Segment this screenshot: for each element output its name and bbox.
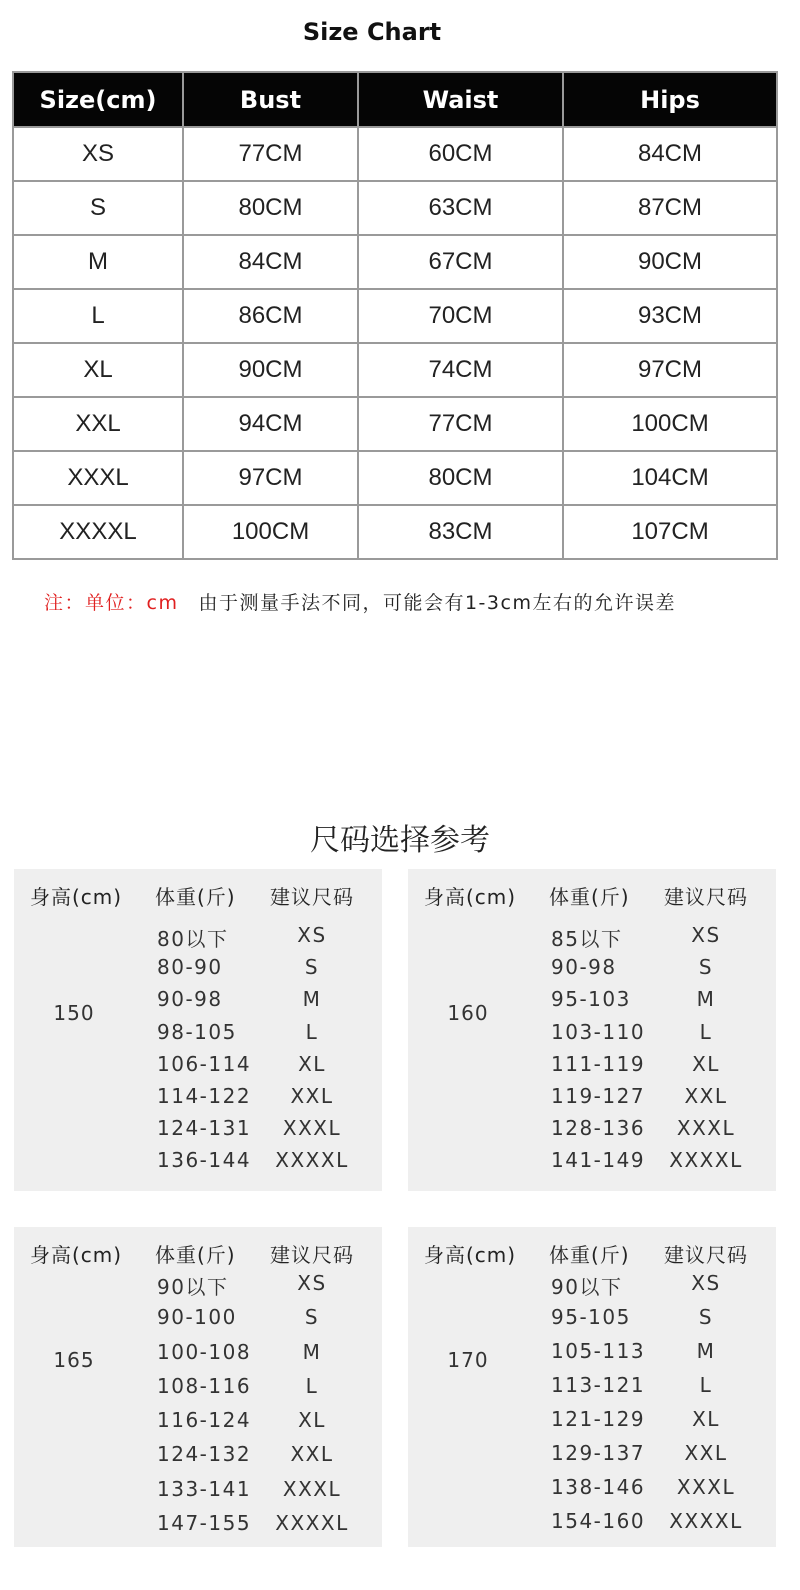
cell-hips: 100CM <box>563 397 777 451</box>
suggested-size: L <box>305 1019 319 1044</box>
suggested-size: XS <box>297 923 327 947</box>
list-item <box>14 951 382 983</box>
suggested-size: XXL <box>290 1083 334 1108</box>
cell-waist: 74CM <box>358 343 563 397</box>
suggested-size: XL <box>298 1408 326 1433</box>
weight-range: 154-160 <box>551 1509 646 1533</box>
suggested-size: XXXXL <box>669 1509 743 1533</box>
header-height: 身高(cm) <box>424 1243 517 1267</box>
list-item <box>14 919 382 951</box>
list-item <box>408 983 776 1015</box>
suggested-size: XL <box>692 1407 720 1431</box>
weight-range: 136-144 <box>157 1148 252 1173</box>
header-waist: Waist <box>358 72 563 127</box>
size-reference-panel <box>14 869 382 1191</box>
weight-range: 100-108 <box>157 1339 252 1364</box>
cell-waist: 60CM <box>358 127 563 181</box>
size-chart-table <box>12 71 778 560</box>
suggested-size: M <box>302 987 322 1012</box>
list-item <box>408 1403 776 1437</box>
height-value: 160 <box>447 1001 489 1025</box>
cell-hips: 93CM <box>563 289 777 343</box>
suggested-size: XXL <box>290 1442 334 1467</box>
list-item <box>408 1112 776 1144</box>
weight-range: 114-122 <box>157 1083 252 1108</box>
list-item <box>14 1301 382 1335</box>
suggested-size: XXXL <box>282 1116 342 1141</box>
weight-range: 98-105 <box>157 1019 237 1044</box>
header-weight: 体重(斤) <box>549 885 630 909</box>
cell-bust: 84CM <box>183 235 358 289</box>
weight-range: 138-146 <box>551 1475 646 1499</box>
cell-size: L <box>13 289 183 343</box>
list-item <box>408 1471 776 1505</box>
header-bust: Bust <box>183 72 358 127</box>
note-unit: 注：单位：cm <box>44 592 179 614</box>
cell-waist: 80CM <box>358 451 563 505</box>
list-item <box>408 1144 776 1176</box>
list-item <box>408 1335 776 1369</box>
cell-bust: 77CM <box>183 127 358 181</box>
list-item <box>14 1473 382 1507</box>
cell-hips: 97CM <box>563 343 777 397</box>
list-item <box>14 1112 382 1144</box>
suggested-size: L <box>699 1019 713 1044</box>
header-weight: 体重(斤) <box>549 1243 630 1267</box>
list-item <box>408 1369 776 1403</box>
size-reference-panel <box>14 1227 382 1547</box>
weight-range: 90-100 <box>157 1305 237 1330</box>
cell-bust: 97CM <box>183 451 358 505</box>
table-row <box>13 127 777 181</box>
suggested-size: L <box>699 1373 713 1397</box>
list-item <box>408 919 776 951</box>
cell-waist: 83CM <box>358 505 563 559</box>
suggested-size: M <box>696 1339 716 1363</box>
list-item <box>14 1438 382 1472</box>
cell-size: XXXXL <box>13 505 183 559</box>
suggested-size: XL <box>692 1051 720 1076</box>
table-row <box>13 181 777 235</box>
weight-range: 124-131 <box>157 1116 252 1141</box>
weight-range: 95-103 <box>551 987 631 1012</box>
weight-range: 141-149 <box>551 1148 646 1173</box>
note-text: 由于测量手法不同，可能会有1-3cm左右的允许误差 <box>198 592 676 614</box>
height-value: 165 <box>53 1348 95 1372</box>
list-item <box>408 951 776 983</box>
header-height: 身高(cm) <box>424 885 517 909</box>
cell-size: XS <box>13 127 183 181</box>
weight-range: 128-136 <box>551 1116 646 1141</box>
list-item <box>408 1016 776 1048</box>
list-item <box>14 1507 382 1541</box>
weight-range: 111-119 <box>551 1051 646 1076</box>
list-item <box>14 1080 382 1112</box>
cell-hips: 107CM <box>563 505 777 559</box>
weight-range: 95-105 <box>551 1305 631 1329</box>
header-suggested-size: 建议尺码 <box>270 1243 354 1267</box>
weight-range: 90-98 <box>157 987 223 1012</box>
cell-bust: 86CM <box>183 289 358 343</box>
suggested-size: S <box>304 955 320 980</box>
weight-range: 80以下 <box>157 927 229 951</box>
header-height: 身高(cm) <box>30 1243 123 1267</box>
suggested-size: XXXL <box>676 1116 736 1141</box>
cell-bust: 90CM <box>183 343 358 397</box>
table-row <box>13 397 777 451</box>
suggested-size: S <box>698 1305 714 1329</box>
cell-hips: 90CM <box>563 235 777 289</box>
header-suggested-size: 建议尺码 <box>664 885 748 909</box>
suggested-size: XXXL <box>282 1476 342 1501</box>
list-item <box>14 1404 382 1438</box>
suggested-size: XS <box>691 1271 721 1295</box>
suggested-size: M <box>302 1339 322 1364</box>
size-reference-panel <box>408 1227 776 1547</box>
suggested-size: S <box>698 955 714 980</box>
header-suggested-size: 建议尺码 <box>270 885 354 909</box>
weight-range: 105-113 <box>551 1339 646 1363</box>
weight-range: 106-114 <box>157 1051 252 1076</box>
weight-range: 90-98 <box>551 955 617 980</box>
weight-range: 133-141 <box>157 1476 252 1501</box>
suggested-size: XXL <box>684 1083 728 1108</box>
list-item <box>14 1016 382 1048</box>
list-item <box>408 1267 776 1301</box>
cell-hips: 87CM <box>563 181 777 235</box>
height-value: 170 <box>447 1348 489 1372</box>
suggested-size: XXXXL <box>275 1511 349 1536</box>
header-hips: Hips <box>563 72 777 127</box>
list-item <box>408 1080 776 1112</box>
weight-range: 108-116 <box>157 1373 252 1398</box>
height-value: 150 <box>53 1001 95 1025</box>
suggested-size: L <box>305 1373 319 1398</box>
cell-waist: 70CM <box>358 289 563 343</box>
cell-size: S <box>13 181 183 235</box>
weight-range: 129-137 <box>551 1441 646 1465</box>
cell-size: M <box>13 235 183 289</box>
cell-size: XL <box>13 343 183 397</box>
header-size: Size(cm) <box>13 72 183 127</box>
suggested-size: S <box>304 1305 320 1330</box>
list-item <box>14 1048 382 1080</box>
cell-waist: 77CM <box>358 397 563 451</box>
suggested-size: XXL <box>684 1441 728 1465</box>
weight-range: 116-124 <box>157 1408 252 1433</box>
list-item <box>408 1301 776 1335</box>
panel-header <box>14 869 382 917</box>
suggested-size: XXXXL <box>275 1148 349 1173</box>
suggested-size: XL <box>298 1051 326 1076</box>
list-item <box>408 1048 776 1080</box>
list-item <box>14 1267 382 1301</box>
list-item <box>408 1505 776 1539</box>
weight-range: 113-121 <box>551 1373 646 1397</box>
reference-title: 尺码选择参考 <box>310 823 490 858</box>
cell-size: XXXL <box>13 451 183 505</box>
header-suggested-size: 建议尺码 <box>664 1243 748 1267</box>
weight-range: 103-110 <box>551 1019 646 1044</box>
suggested-size: XXXXL <box>669 1148 743 1173</box>
cell-hips: 84CM <box>563 127 777 181</box>
suggested-size: XS <box>691 923 721 947</box>
cell-bust: 80CM <box>183 181 358 235</box>
cell-size: XXL <box>13 397 183 451</box>
list-item <box>14 1336 382 1370</box>
weight-range: 80-90 <box>157 955 223 980</box>
weight-range: 85以下 <box>551 927 623 951</box>
list-item <box>14 983 382 1015</box>
suggested-size: XXXL <box>676 1475 736 1499</box>
cell-waist: 67CM <box>358 235 563 289</box>
table-row <box>13 289 777 343</box>
header-weight: 体重(斤) <box>155 885 236 909</box>
cell-bust: 100CM <box>183 505 358 559</box>
weight-range: 119-127 <box>551 1083 646 1108</box>
header-weight: 体重(斤) <box>155 1243 236 1267</box>
weight-range: 121-129 <box>551 1407 646 1431</box>
table-row <box>13 505 777 559</box>
table-row <box>13 343 777 397</box>
panel-header <box>408 869 776 917</box>
cell-bust: 94CM <box>183 397 358 451</box>
table-row <box>13 235 777 289</box>
suggested-size: XS <box>297 1271 327 1295</box>
measurement-note <box>44 588 784 615</box>
weight-range: 147-155 <box>157 1511 252 1536</box>
size-reference-panel <box>408 869 776 1191</box>
list-item <box>14 1144 382 1176</box>
table-row <box>13 451 777 505</box>
weight-range: 90以下 <box>157 1275 229 1299</box>
list-item <box>14 1370 382 1404</box>
header-height: 身高(cm) <box>30 885 123 909</box>
suggested-size: M <box>696 987 716 1012</box>
cell-waist: 63CM <box>358 181 563 235</box>
list-item <box>408 1437 776 1471</box>
weight-range: 124-132 <box>157 1442 252 1467</box>
page-title: Size Chart <box>302 18 442 46</box>
cell-hips: 104CM <box>563 451 777 505</box>
table-header-row <box>13 72 777 127</box>
weight-range: 90以下 <box>551 1275 623 1299</box>
